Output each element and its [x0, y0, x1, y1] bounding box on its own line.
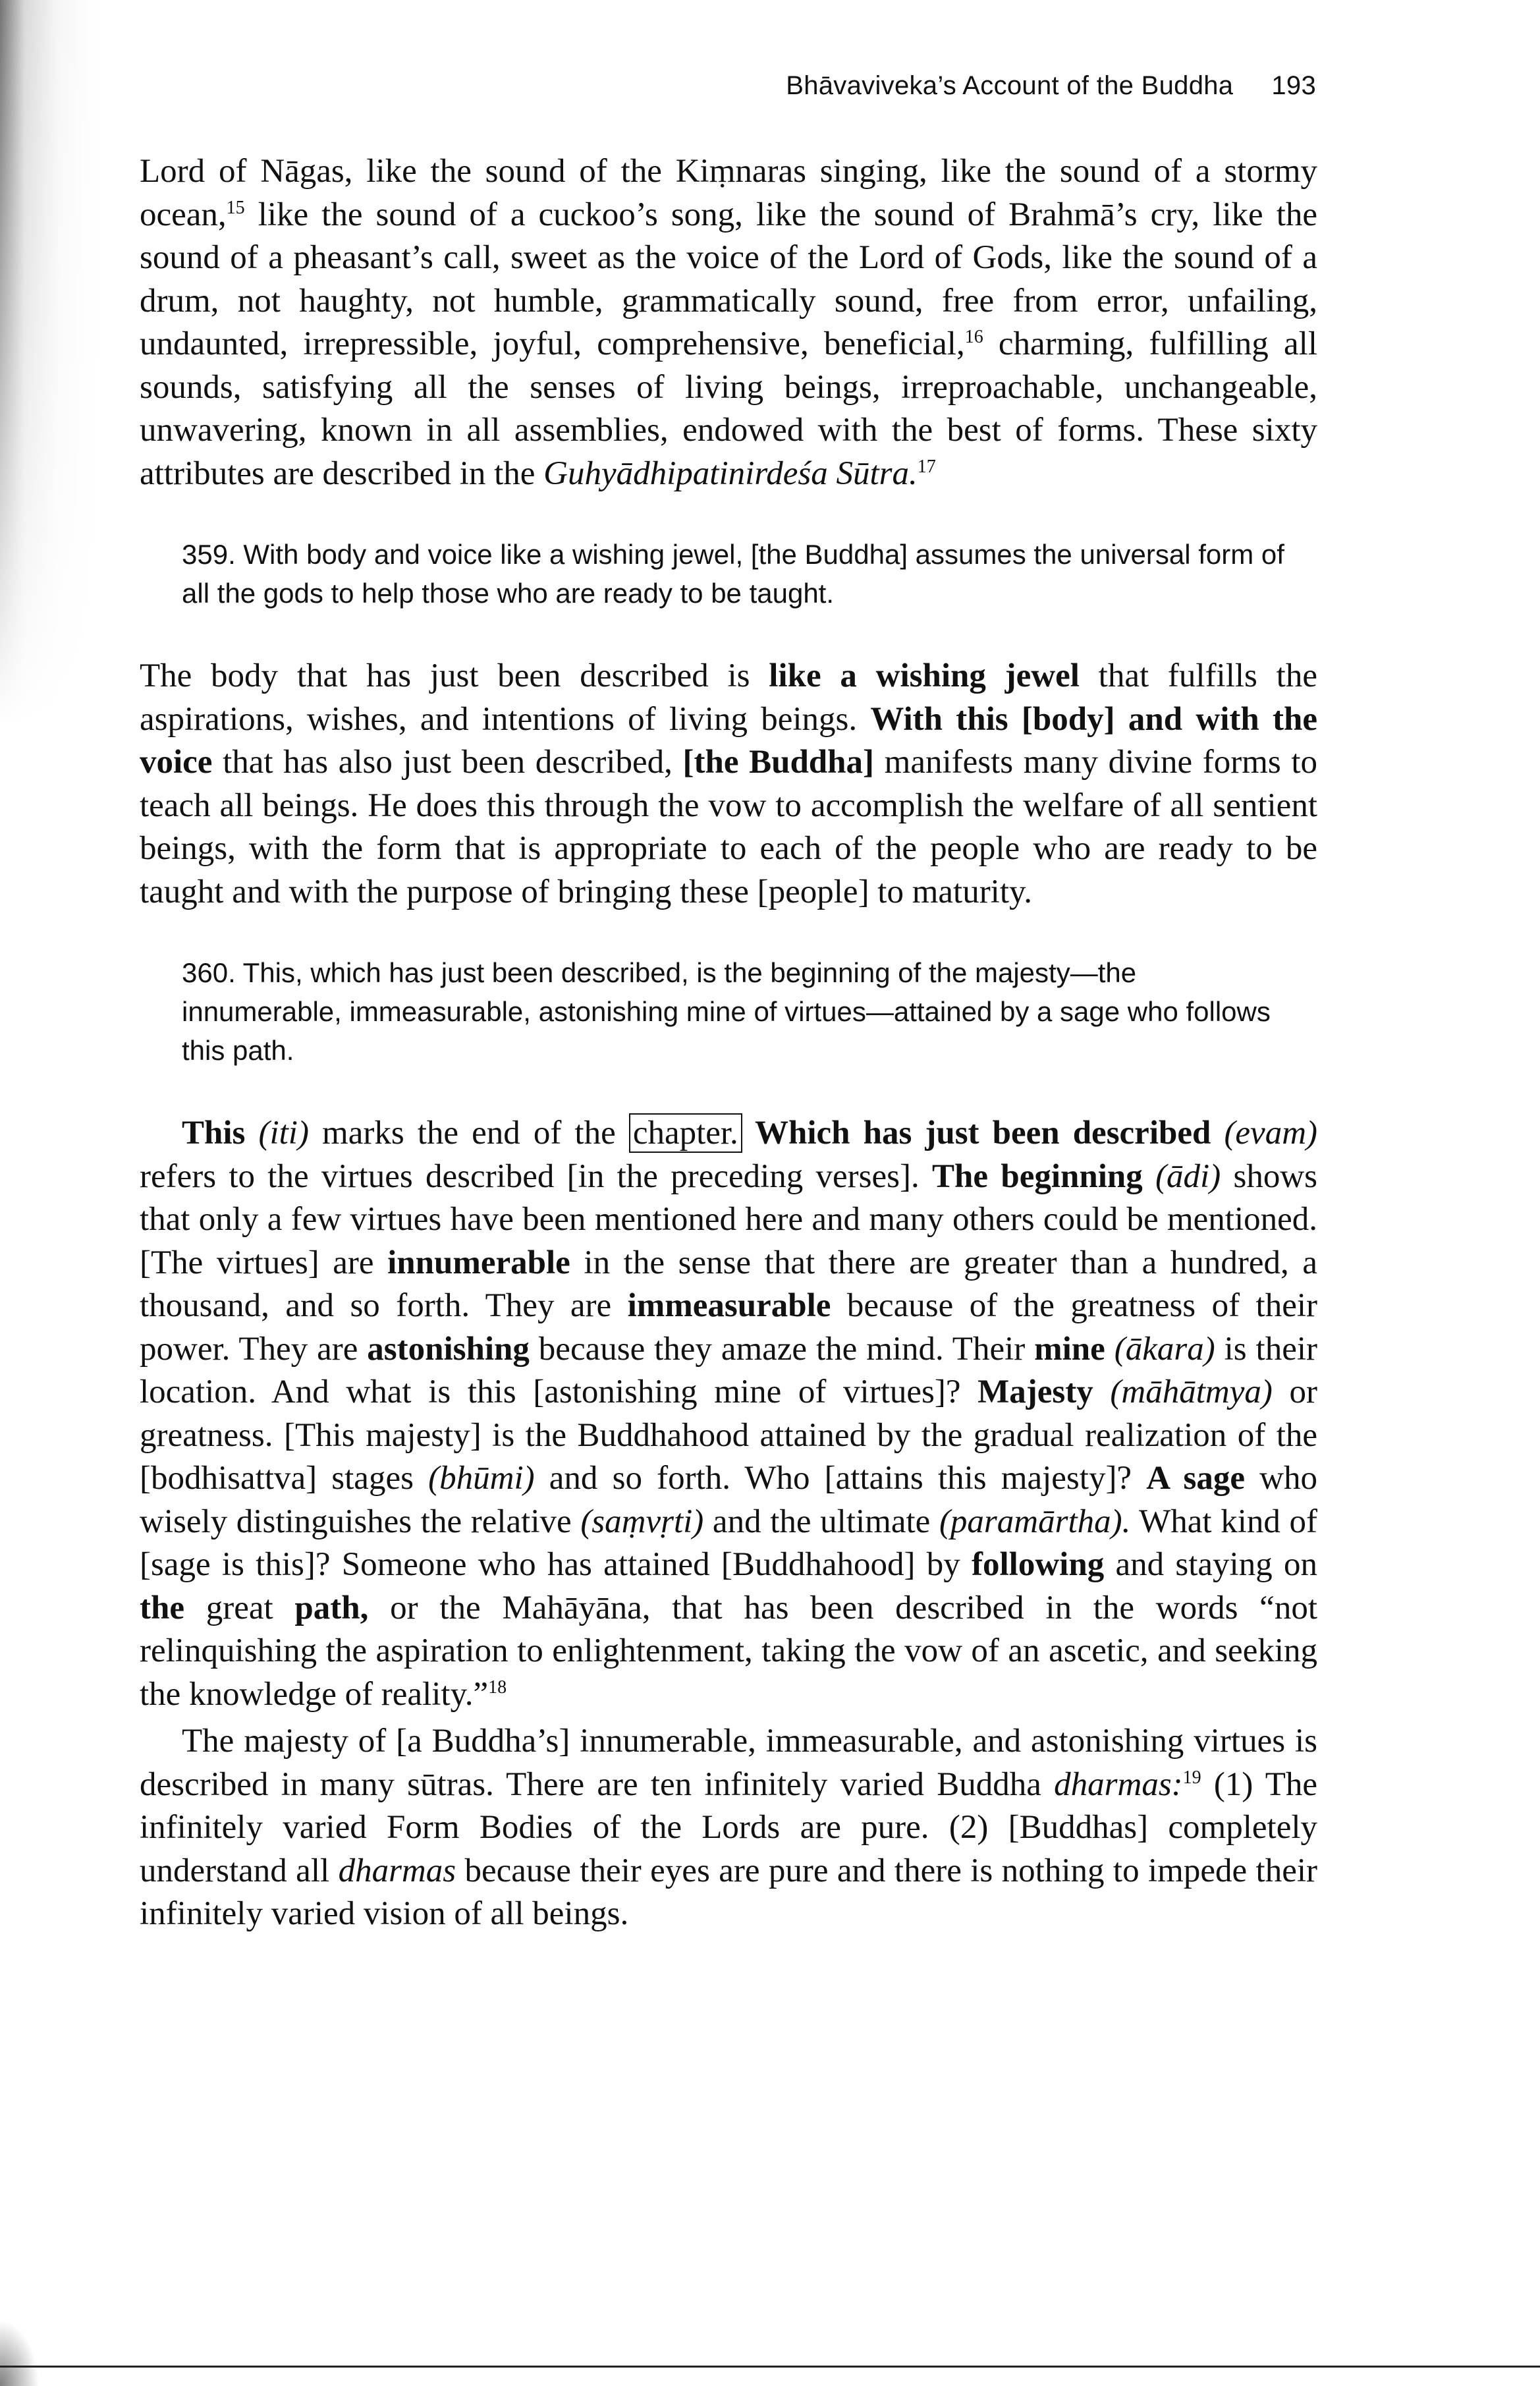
text-run: is their location. And what is this [astonishing mine of virtues]? [140, 1330, 1318, 1410]
text-run: or the Mahāyāna, that has been described in the words “not relinquishing the aspiration to enlightenment, taking the vow of an ascetic, and seeking the knowledge of reality.” [140, 1589, 1317, 1713]
text-run: or greatness. [This majesty] is the Buddhahood attained by the gradual realization of the [bodhisattva] stages [140, 1373, 1317, 1497]
italic-term: (iti) [258, 1115, 309, 1151]
text-run: because they amaze the mind. Their [529, 1330, 1035, 1368]
text-run: and so forth. Who [attains this majesty]? [534, 1460, 1147, 1497]
text-run: manifests many divine forms to teach all beings. He does this through the vow to accomplish the welfare of all sentient beings, with the form that is appropriate to each of the people who are ready to be taught and with the purpose of bringing these [people] to maturity. [140, 744, 1317, 910]
italic-term: (māhātmya) [1110, 1373, 1273, 1410]
text-run: refers to the virtues described [in the preceding verses]. [140, 1157, 933, 1195]
bold-term: mine [1034, 1330, 1105, 1368]
footnote-ref: 15 [226, 197, 245, 218]
paragraph-3 [140, 1112, 1317, 1716]
footnote-ref: 18 [488, 1677, 507, 1698]
scan-edge-shadow [0, 0, 99, 725]
italic-term: dharmas: [1054, 1765, 1183, 1803]
bold-term: Which has just been described [742, 1115, 1211, 1151]
italic-term: (bhūmi) [428, 1460, 535, 1497]
bold-term: innumerable [387, 1244, 570, 1281]
running-head [786, 71, 1316, 101]
text-run: Lord of Nāgas, like the sound of the Kiṃnaras singing, like the sound of a stormy ocean, [140, 153, 1317, 233]
italic-term: (saṃvṛti) [580, 1503, 704, 1540]
text-run: great [184, 1589, 295, 1626]
text-run: What kind of [sage is this]? Someone who has attained [Buddhahood] by [140, 1503, 1317, 1583]
bold-term: The beginning [932, 1157, 1143, 1195]
sutra-title: Guhyādhipatinirdeśa Sūtra. [543, 455, 918, 492]
verse-360: 360. This, which has just been described, is the beginning of the majesty—the innumerable, immeasurable, astonishing mine of virtues—attained by a sage who follows this path. [182, 957, 1271, 1066]
footnote-ref: 19 [1182, 1767, 1201, 1788]
paragraph-1 [140, 150, 1317, 495]
italic-term: (ādi) [1155, 1157, 1221, 1195]
bold-term: immeasurable [627, 1287, 831, 1324]
bold-term: like a wishing jewel [769, 657, 1080, 694]
paragraph-2 [140, 655, 1317, 914]
italic-term: (paramārtha). [939, 1503, 1131, 1540]
text-run: and staying on [1104, 1546, 1317, 1583]
text-run: that has also just been described, [212, 744, 683, 781]
text-run: and the ultimate [703, 1503, 939, 1540]
bold-term: With this [body] and with the voice [140, 700, 1317, 781]
text-run: marks the end of the [308, 1115, 629, 1151]
text-run: who wisely distinguishes the relative [140, 1460, 1317, 1540]
page-number: 193 [1271, 71, 1316, 100]
scan-corner-shadow [0, 2320, 40, 2386]
verse-359: 359. With body and voice like a wishing jewel, [the Buddha] assumes the universal form of all the gods to help those who are ready to be taught. [182, 539, 1284, 609]
italic-term: (evam) [1224, 1115, 1318, 1151]
text-run: in the sense that there are greater than a hundred, a thousand, and so forth. They are [140, 1244, 1317, 1324]
bold-term: Majesty [977, 1373, 1093, 1410]
footnote-ref: 16 [964, 327, 983, 347]
bold-term: A sage [1146, 1460, 1245, 1497]
text-run: that fulfills the aspirations, wishes, and intentions of living beings. [140, 657, 1317, 738]
bold-term: [the Buddha] [682, 744, 875, 781]
text-run: charming, fulfilling all sounds, satisfying all the senses of living beings, irreproachable, unchangeable, unwavering, known in all assemblies, endowed with the best of forms. These sixty attributes are described in the [140, 325, 1317, 492]
bold-term: following [972, 1546, 1105, 1583]
bold-term: astonishing [367, 1330, 530, 1368]
italic-term: dharmas [338, 1852, 456, 1889]
bold-term: the [140, 1589, 184, 1626]
running-head-title: Bhāvaviveka’s Account of the Buddha [786, 71, 1234, 100]
body-text [140, 150, 1317, 1936]
paragraph-4 [140, 1720, 1317, 1936]
text-run: The body that has just been described is [140, 657, 769, 694]
bold-term: path, [294, 1589, 369, 1626]
text-run: (1) The infinitely varied Form Bodies of the Lords are pure. (2) [Buddhas] completely understand all [140, 1765, 1317, 1889]
italic-term: (ākara) [1114, 1330, 1215, 1368]
text-run: because their eyes are pure and there is nothing to impede their infinitely varied vision of all beings. [140, 1852, 1317, 1932]
scan-bottom-rule [0, 2366, 1540, 2368]
text-run: The majesty of [a Buddha’s] innumerable, immeasurable, and astonishing virtues is described in many sūtras. There are ten infinitely varied Buddha [140, 1723, 1317, 1803]
bold-term: This [182, 1115, 246, 1151]
boxed-word-chapter: chapter. [629, 1113, 742, 1153]
text-run: like the sound of a cuckoo’s song, like the sound of Brahmā’s cry, like the sound of a pheasant’s call, sweet as the voice of the Lord of Gods, like the sound of a drum, not haughty, not humble, grammatically sound, free from error, unfailing, undaunted, irrepressible, joyful, comprehensive, beneficial, [140, 196, 1317, 362]
text-run: shows that only a few virtues have been mentioned here and many others could be mentioned. [The virtues] are [140, 1157, 1318, 1281]
footnote-ref: 17 [917, 456, 936, 477]
text-run: because of the greatness of their power. They are [140, 1287, 1317, 1368]
